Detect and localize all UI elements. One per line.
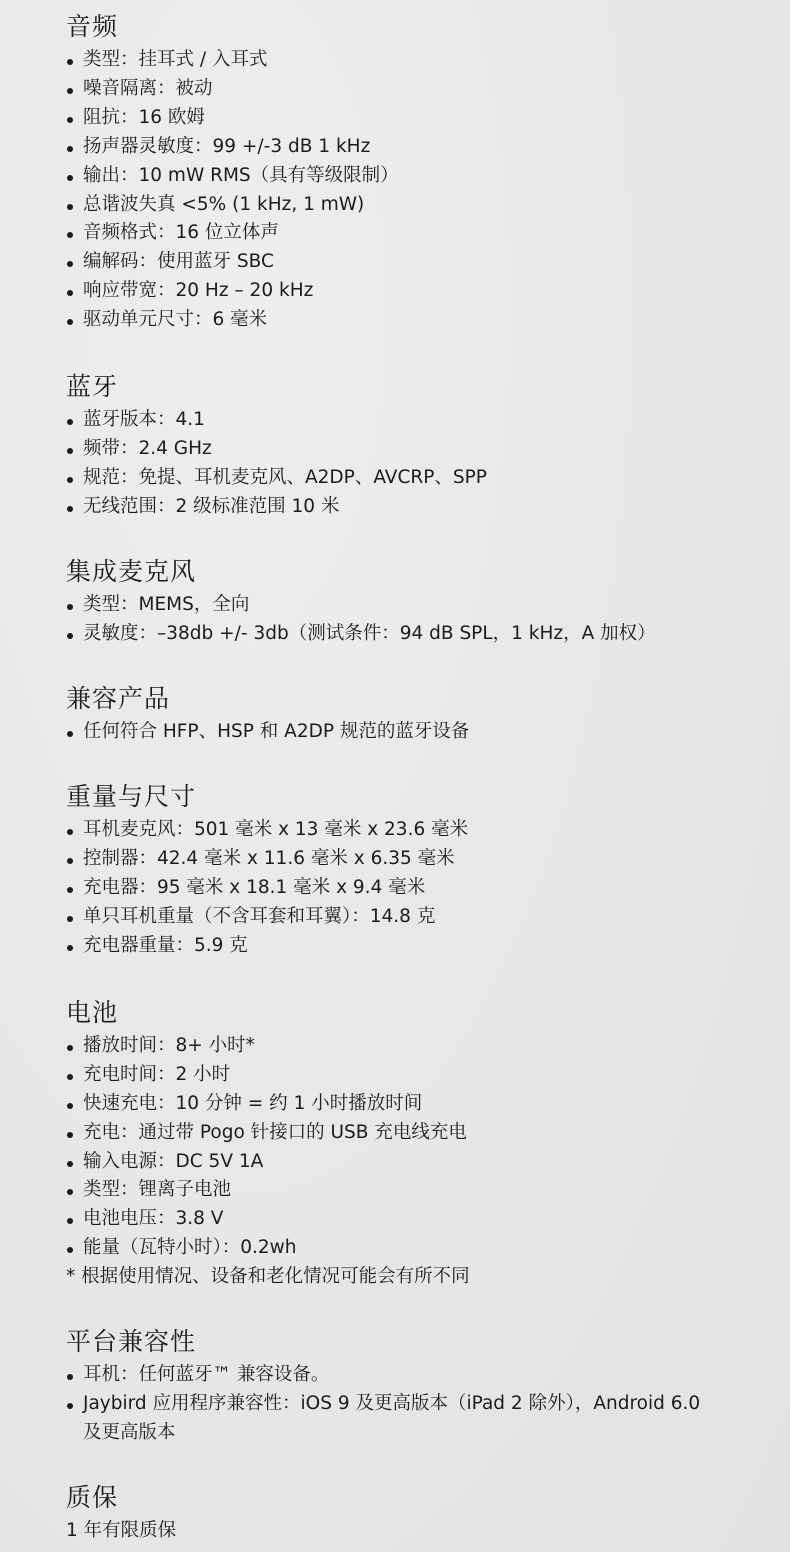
compatible-products-list bbox=[66, 718, 766, 747]
warranty-text: 1 年有限质保 bbox=[66, 1519, 177, 1541]
section-title-warranty: 质保 bbox=[66, 1482, 119, 1512]
list-item: Jaybird 应用程序兼容性：iOS 9 及更高版本（iPad 2 除外），Android 6.0 及更高版本 bbox=[66, 1390, 723, 1448]
list-item: 控制器：42.4 毫米 x 11.6 毫米 x 6.35 毫米 bbox=[66, 845, 766, 874]
battery-section bbox=[66, 994, 766, 1292]
list-item: 充电时间：2 小时 bbox=[66, 1061, 766, 1090]
list-item: 单只耳机重量（不含耳套和耳翼）：14.8 克 bbox=[66, 903, 766, 932]
section-title-bluetooth: 蓝牙 bbox=[66, 372, 119, 402]
weight-dimensions-list bbox=[66, 816, 766, 961]
section-title-compatible-products: 兼容产品 bbox=[66, 683, 171, 713]
list-item: 灵敏度：–38db +/- 3db（测试条件：94 dB SPL，1 kHz，A 加权） bbox=[66, 620, 766, 649]
list-item: 扬声器灵敏度：99 +/-3 dB 1 kHz bbox=[66, 133, 766, 162]
warranty-section bbox=[66, 1479, 766, 1546]
weight-dimensions-section bbox=[66, 778, 766, 961]
list-item: 充电：通过带 Pogo 针接口的 USB 充电线充电 bbox=[66, 1119, 766, 1148]
section-title-battery: 电池 bbox=[66, 997, 119, 1027]
bluetooth-spec-list bbox=[66, 406, 766, 522]
list-item: 阻抗：16 欧姆 bbox=[66, 104, 766, 133]
compatible-products-section bbox=[66, 680, 766, 747]
section-title-weight-dimensions: 重量与尺寸 bbox=[66, 782, 197, 812]
list-item: 响应带宽：20 Hz – 20 kHz bbox=[66, 277, 766, 306]
list-item: 蓝牙版本：4.1 bbox=[66, 406, 766, 435]
list-item: 类型：MEMS，全向 bbox=[66, 591, 766, 620]
spec-sheet bbox=[66, 8, 766, 1546]
microphone-spec-list bbox=[66, 591, 766, 649]
bluetooth-section bbox=[66, 368, 766, 522]
list-item: 类型：挂耳式 / 入耳式 bbox=[66, 46, 766, 75]
list-item: 输入电源：DC 5V 1A bbox=[66, 1148, 766, 1177]
audio-spec-list bbox=[66, 46, 766, 335]
platform-compatibility-list bbox=[66, 1361, 766, 1448]
list-item: 任何符合 HFP、HSP 和 A2DP 规范的蓝牙设备 bbox=[66, 718, 766, 747]
section-title-platform-compatibility: 平台兼容性 bbox=[66, 1327, 197, 1357]
list-item: 音频格式：16 位立体声 bbox=[66, 219, 766, 248]
section-title-audio: 音频 bbox=[66, 12, 119, 41]
list-item: 类型：锂离子电池 bbox=[66, 1176, 766, 1205]
list-item: 播放时间：8+ 小时* bbox=[66, 1032, 766, 1061]
section-title-microphone: 集成麦克风 bbox=[66, 556, 197, 586]
battery-footnote: * 根据使用情况、设备和老化情况可能会有所不同 bbox=[66, 1266, 470, 1288]
list-item: 规范：免提、耳机麦克风、A2DP、AVCRP、SPP bbox=[66, 464, 766, 493]
list-item: 充电器：95 毫米 x 18.1 毫米 x 9.4 毫米 bbox=[66, 874, 766, 903]
list-item: 驱动单元尺寸：6 毫米 bbox=[66, 306, 766, 335]
battery-spec-list bbox=[66, 1032, 766, 1263]
list-item: 总谐波失真 <5% (1 kHz, 1 mW) bbox=[66, 191, 766, 220]
microphone-section bbox=[66, 553, 766, 649]
list-item: 输出：10 mW RMS（具有等级限制） bbox=[66, 162, 766, 191]
list-item: 噪音隔离：被动 bbox=[66, 75, 766, 104]
list-item: 编解码：使用蓝牙 SBC bbox=[66, 248, 766, 277]
list-item: 频带：2.4 GHz bbox=[66, 435, 766, 464]
list-item: 能量（瓦特小时）：0.2wh bbox=[66, 1234, 766, 1263]
audio-section bbox=[66, 8, 766, 335]
list-item: 耳机麦克风：501 毫米 x 13 毫米 x 23.6 毫米 bbox=[66, 816, 766, 845]
list-item: 耳机：任何蓝牙™ 兼容设备。 bbox=[66, 1361, 766, 1390]
list-item: 电池电压：3.8 V bbox=[66, 1205, 766, 1234]
platform-compatibility-section bbox=[66, 1323, 766, 1448]
list-item: 快速充电：10 分钟 = 约 1 小时播放时间 bbox=[66, 1090, 766, 1119]
list-item: 无线范围：2 级标准范围 10 米 bbox=[66, 493, 766, 522]
list-item: 充电器重量：5.9 克 bbox=[66, 932, 766, 961]
